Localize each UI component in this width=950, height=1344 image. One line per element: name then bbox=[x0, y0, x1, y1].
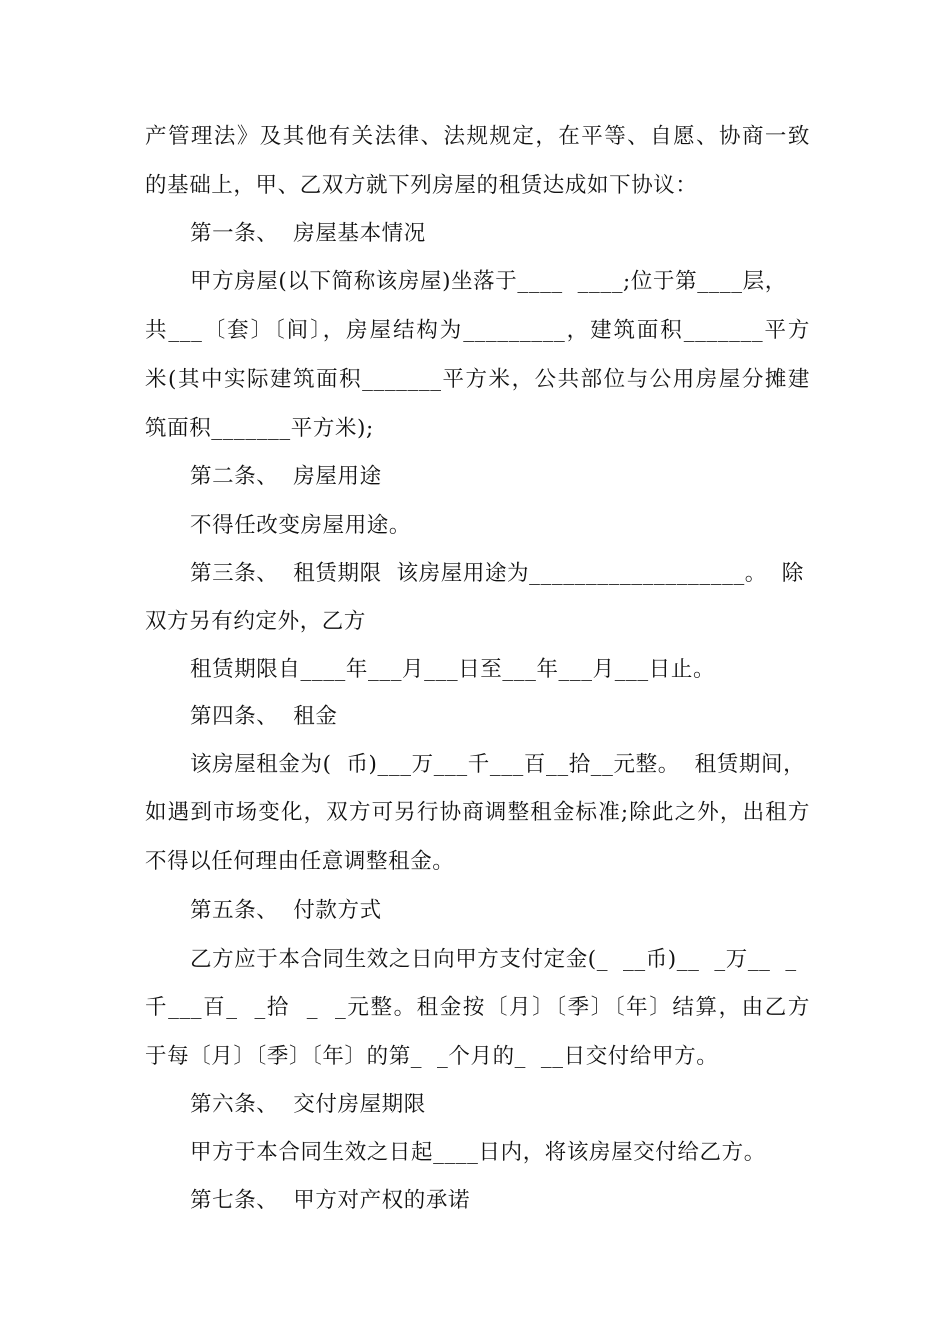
article-heading: 第四条、 租金 bbox=[190, 704, 338, 729]
paragraph-line: 甲方房屋(以下简称该房屋)坐落于____ ____;位于第____层， bbox=[190, 269, 787, 294]
paragraph-line: 产管理法》及其他有关法律、法规规定，在平等、自愿、协商一致 bbox=[145, 124, 810, 149]
paragraph-line: 于每〔月〕〔季〕〔年〕的第_ _个月的_ __日交付给甲方。 bbox=[145, 1044, 719, 1069]
paragraph-line: 双方另有约定外，乙方 bbox=[145, 609, 367, 634]
paragraph-line: 不得以任何理由任意调整租金。 bbox=[145, 849, 455, 874]
paragraph-line: 该房屋租金为( 币)___万___千___百__拾__元整。 租赁期间， bbox=[190, 752, 806, 777]
paragraph-line: 如遇到市场变化，双方可另行协商调整租金标准;除此之外，出租方 bbox=[145, 800, 810, 825]
paragraph-line: 千___百_ _拾 _ _元整。租金按〔月〕〔季〕〔年〕结算，由乙方 bbox=[145, 995, 810, 1020]
paragraph-line: 不得任改变房屋用途。 bbox=[190, 513, 412, 538]
article-heading: 第五条、 付款方式 bbox=[190, 898, 382, 923]
paragraph-line: 租赁期限自____年___月___日至___年___月___日止。 bbox=[190, 657, 716, 682]
article-heading: 第六条、 交付房屋期限 bbox=[190, 1092, 426, 1117]
article-heading: 第二条、 房屋用途 bbox=[190, 464, 382, 489]
paragraph-line: 米(其中实际建筑面积_______平方米，公共部位与公用房屋分摊建 bbox=[145, 367, 810, 392]
article-heading: 第七条、 甲方对产权的承诺 bbox=[190, 1188, 471, 1213]
paragraph-line: 共___〔套〕〔间〕，房屋结构为_________，建筑面积_______平方 bbox=[145, 318, 810, 343]
article-heading: 第一条、 房屋基本情况 bbox=[190, 221, 426, 246]
article-heading: 第三条、 租赁期限 该房屋用途为___________________。 除 bbox=[190, 561, 804, 586]
paragraph-line: 的基础上，甲、乙双方就下列房屋的租赁达成如下协议： bbox=[145, 173, 698, 198]
paragraph-line: 筑面积_______平方米); bbox=[145, 416, 374, 441]
paragraph-line: 甲方于本合同生效之日起____日内，将该房屋交付给乙方。 bbox=[190, 1140, 766, 1165]
paragraph-line: 乙方应于本合同生效之日向甲方支付定金(_ __币)__ _万__ _ bbox=[190, 947, 797, 972]
